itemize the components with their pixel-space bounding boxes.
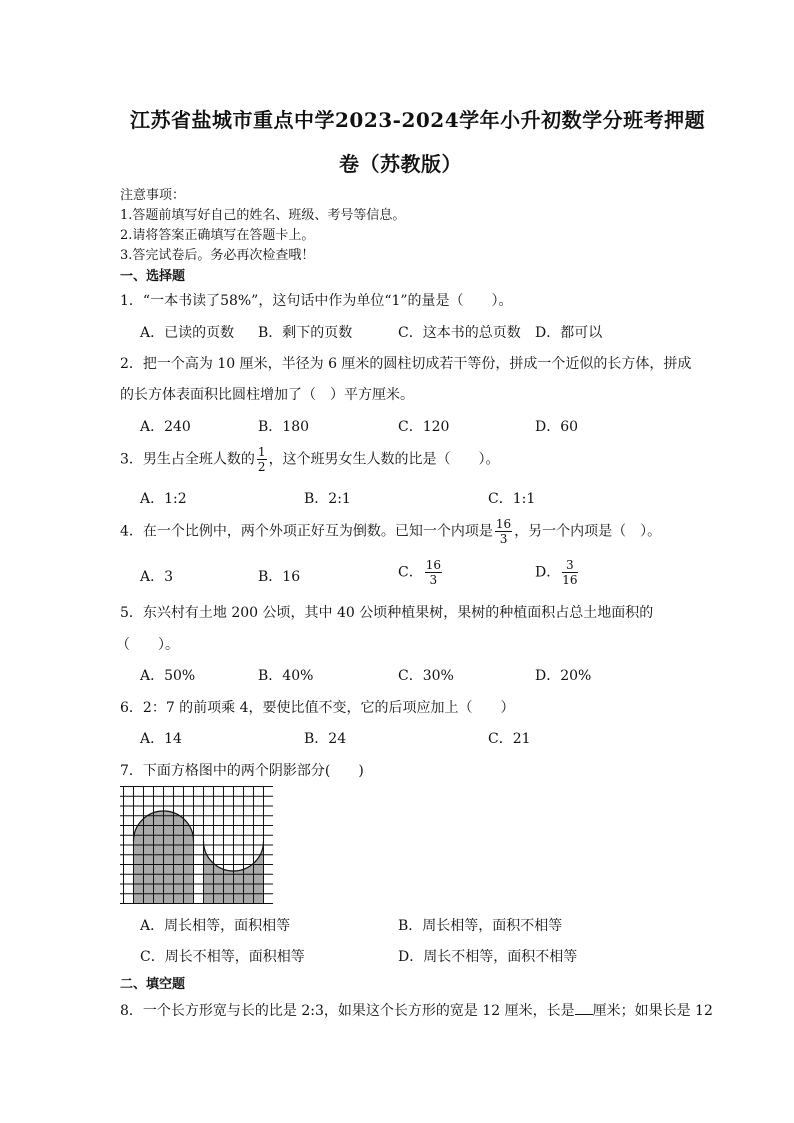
- fraction: [425, 558, 442, 587]
- paper-title-line1: 江苏省盐城市重点中学2023-2024学年小升初数学分班考押题: [130, 108, 706, 132]
- fraction-denominator: 3: [499, 532, 508, 546]
- notes-item: 1.答题前填写好自己的姓名、班级、考号等信息。: [120, 208, 406, 223]
- question-7-option-a: A．周长相等，面积相等: [140, 918, 291, 934]
- section-heading-fill: 二、填空题: [120, 977, 186, 992]
- answer-blank[interactable]: [575, 1014, 593, 1015]
- notes-item: 2.请将答案正确填写在答题卡上。: [120, 228, 315, 243]
- question-4-option-a: A．3: [140, 569, 174, 585]
- section-heading-choice: 一、选择题: [120, 269, 186, 284]
- question-1-option-a: A．已读的页数: [140, 325, 235, 341]
- question-8-before: 8．一个长方形宽与长的比是 2:3，如果这个长方形的宽是 12 厘米，长是: [120, 1003, 575, 1019]
- question-6-option-c: C．21: [488, 731, 531, 747]
- question-6-option-a: A．14: [140, 731, 182, 747]
- fraction-numerator: 16: [495, 517, 512, 531]
- question-6-stem: 6．2：7 的前项乘 4，要使比值不变，它的后项应加上（ ）: [120, 700, 515, 716]
- question-4-stem-after: ，另一个内项是（ ）。: [514, 523, 662, 540]
- question-4-option-c: [398, 558, 444, 587]
- question-5-option-a: A．50%: [140, 668, 196, 684]
- question-3-stem-before: 3．男生占全班人数的: [120, 451, 255, 468]
- question-7-option-d: D．周长不相等，面积不相等: [398, 949, 578, 965]
- option-label: D．: [535, 564, 561, 581]
- fraction-numerator: 1: [257, 445, 266, 459]
- question-1-stem: 1．“一本书读了58%”，这句话中作为单位“1”的量是（ ）。: [120, 293, 513, 309]
- question-4-stem: [120, 517, 661, 546]
- question-4-option-d: [535, 558, 580, 587]
- question-4-option-b: B．16: [258, 569, 301, 585]
- question-5-stem-line1: 5．东兴村有土地 200 公顷，其中 40 公顷种植果树，果树的种植面积占总土地面积的: [120, 605, 654, 621]
- question-5-option-b: B．40%: [258, 668, 314, 684]
- question-2-stem-line1: 2．把一个高为 10 厘米，半径为 6 厘米的圆柱切成若干等份，拼成一个近似的长方体，拼成: [120, 356, 692, 372]
- question-3-stem-after: ，这个班男女生人数的比是（ ）。: [268, 451, 500, 468]
- question-2-option-d: D．60: [535, 419, 579, 435]
- question-3-stem: [120, 445, 500, 474]
- grid-figure: [120, 786, 273, 904]
- question-5-option-d: D．20%: [535, 668, 592, 684]
- question-7-option-b: B．周长相等，面积不相等: [398, 918, 563, 934]
- question-1-option-b: B．剩下的页数: [258, 325, 353, 341]
- fraction: [495, 517, 512, 546]
- question-1-option-d: D．都可以: [535, 325, 603, 341]
- fraction-numerator: 3: [562, 558, 577, 573]
- question-5-stem-line2: （ ）。: [116, 637, 179, 653]
- notes-item: 3.答完试卷后。务必再次检查哦！: [120, 248, 315, 263]
- fraction-denominator: 16: [562, 573, 578, 587]
- question-3-option-c: C．1:1: [488, 491, 536, 507]
- question-8-stem: [120, 1000, 713, 1020]
- question-4-stem-before: 4．在一个比例中，两个外项正好互为倒数。已知一个内项是: [120, 523, 493, 540]
- question-2-option-c: C．120: [398, 419, 450, 435]
- question-2-option-a: A．240: [140, 419, 191, 435]
- question-6-option-b: B．24: [304, 731, 347, 747]
- option-label: C．: [398, 564, 423, 581]
- paper-title-line2: 卷（苏教版）: [339, 152, 462, 176]
- question-8-after: 厘米；如果长是 12: [592, 1003, 713, 1019]
- fraction: [562, 558, 577, 587]
- question-2-option-b: B．180: [258, 419, 310, 435]
- question-5-option-c: C．30%: [398, 668, 454, 684]
- question-3-option-b: B．2:1: [304, 491, 351, 507]
- question-1-option-c: C．这本书的总页数: [398, 325, 521, 341]
- question-7-stem: 7．下面方格图中的两个阴影部分( ): [120, 763, 364, 779]
- question-2-stem-line2: 的长方体表面积比圆柱增加了（ ）平方厘米。: [120, 387, 414, 403]
- question-3-option-a: A．1:2: [140, 491, 187, 507]
- fraction-denominator: 2: [257, 460, 266, 474]
- question-7-option-c: C．周长不相等，面积相等: [140, 949, 305, 965]
- fraction-numerator: 16: [425, 558, 441, 572]
- fraction-denominator: 3: [429, 573, 438, 587]
- fraction: [257, 445, 267, 474]
- notes-heading: 注意事项：: [120, 188, 186, 203]
